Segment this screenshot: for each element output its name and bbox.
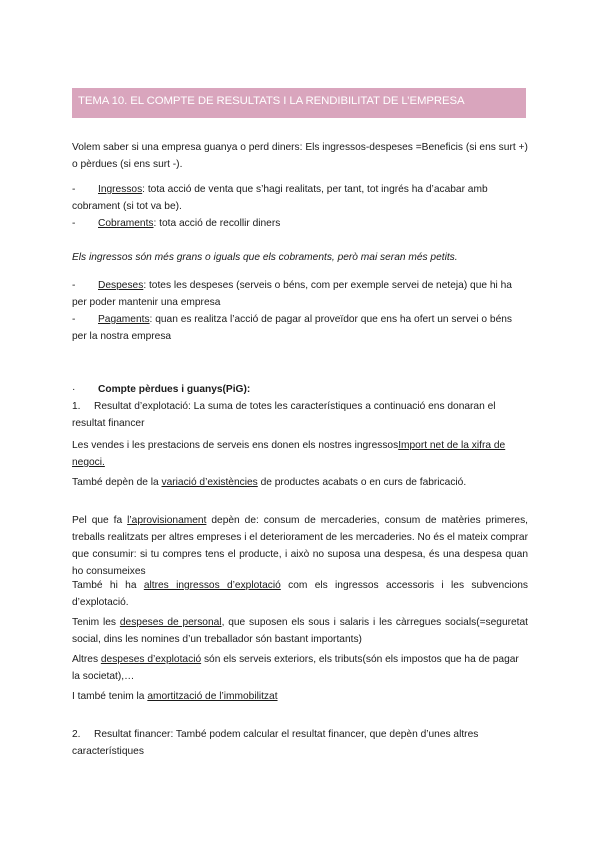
definition-despeses: : totes les despeses (serveis o béns, com per exemple servei de neteja) que hi ha per poder mantenir una empresa <box>72 280 512 308</box>
paragraph-altres-ingressos <box>72 577 528 611</box>
paragraph-vendes <box>72 437 528 471</box>
item-text: Resultat financer: També podem calcular el resultat financer, que depèn d’unes altres característiques <box>72 729 479 757</box>
paragraph-text: Pel que fa <box>72 515 128 526</box>
paragraph-text: Les vendes i les prestacions de serveis ens donen els nostres ingressos <box>72 440 399 451</box>
definition-cobraments: : tota acció de recollir diners <box>153 218 281 229</box>
underlined-term: Import net de la xifra de negoci. <box>72 440 506 468</box>
term-ingressos: Ingressos <box>98 184 143 195</box>
definition-ingressos: : tota acció de venta que s’hagi realitats, per tant, tot ingrés ha d’acabar amb cobrament (si tot va be). <box>72 184 488 212</box>
paragraph-text: , que suposen els sous i salaris i les càrregues socials(=seguretat social, dins les nomines d’un treballador són bastant importants) <box>72 617 529 645</box>
paragraph-text: són els serveis exteriors, els tributs(són els impostos que ha de pagar la societat),… <box>72 654 519 682</box>
dash-marker: - <box>72 314 76 325</box>
paragraph-text: Altres <box>72 654 101 665</box>
italic-note: Els ingressos són més grans o iguals que els cobraments, però mai seran més petits. <box>72 252 458 263</box>
paragraph-text: També hi ha <box>72 580 144 591</box>
dash-marker: - <box>72 218 76 229</box>
item-text: Resultat d’explotació: La suma de totes les característiques a continuació ens donaran el resultat financer <box>72 401 496 429</box>
term-despeses: Despeses <box>98 280 144 291</box>
item-number: 1. <box>72 401 81 412</box>
dash-marker: - <box>72 280 76 291</box>
list-item-pagaments <box>72 311 528 345</box>
definition-pagaments: : quan es realitza l’acció de pagar al proveïdor que ens ha ofert un servei o béns per la nostra empresa <box>72 314 512 342</box>
title-banner <box>72 88 526 118</box>
paragraph-text: També depèn de la <box>72 477 162 488</box>
list-item-cobraments <box>72 215 528 232</box>
paragraph-amortitzacio <box>72 688 528 705</box>
paragraph-altres-despeses <box>72 651 528 685</box>
list-item-ingressos <box>72 181 528 215</box>
item-number: 2. <box>72 729 81 740</box>
section-heading-text: Compte pèrdues i guanys(PiG): <box>98 384 251 395</box>
underlined-term: despeses d’explotació <box>100 654 202 665</box>
paragraph-existencies <box>72 474 528 491</box>
paragraph-text: depèn de: consum de mercaderies, consum de matèries primeres, treballs realitzats per altres empreses i el deteriorament de les mercaderies. No és el mateix comprar que consumir: si tu compres tens el producte, i això no suposa una despesa, és una despesa quan ho consumeixes <box>72 515 528 577</box>
numbered-item-1 <box>72 398 528 432</box>
intro-paragraph: Volem saber si una empresa guanya o perd diners: Els ingressos-despeses =Beneficis (si ens surt +) o pèrdues (si ens surt -). <box>72 142 528 170</box>
underlined-term: despeses de personal <box>119 617 222 628</box>
underlined-term: l’aprovisionament <box>127 515 207 526</box>
term-cobraments: Cobraments <box>98 218 154 229</box>
paragraph-text: com els ingressos accessoris i les subvencions d’explotació. <box>72 580 528 608</box>
numbered-item-2 <box>72 726 528 760</box>
document-title: TEMA 10. EL COMPTE DE RESULTATS I LA RENDIBILITAT DE L’EMPRESA <box>78 95 465 107</box>
underlined-term: variació d’existències <box>161 477 258 488</box>
dash-marker: - <box>72 184 76 195</box>
paragraph-text: I també tenim la <box>72 691 148 702</box>
term-pagaments: Pagaments <box>98 314 150 325</box>
section-heading <box>72 381 528 398</box>
paragraph-personal <box>72 614 528 648</box>
paragraph-aprovisionament <box>72 512 528 580</box>
underlined-term: amortització de l’immobilitzat <box>147 691 278 702</box>
underlined-term: altres ingressos d’explotació <box>143 580 281 591</box>
bullet-marker: · <box>72 384 76 395</box>
paragraph-text: Tenim les <box>72 617 120 628</box>
list-item-despeses <box>72 277 528 311</box>
paragraph-text: de productes acabats o en curs de fabricació. <box>257 477 467 488</box>
